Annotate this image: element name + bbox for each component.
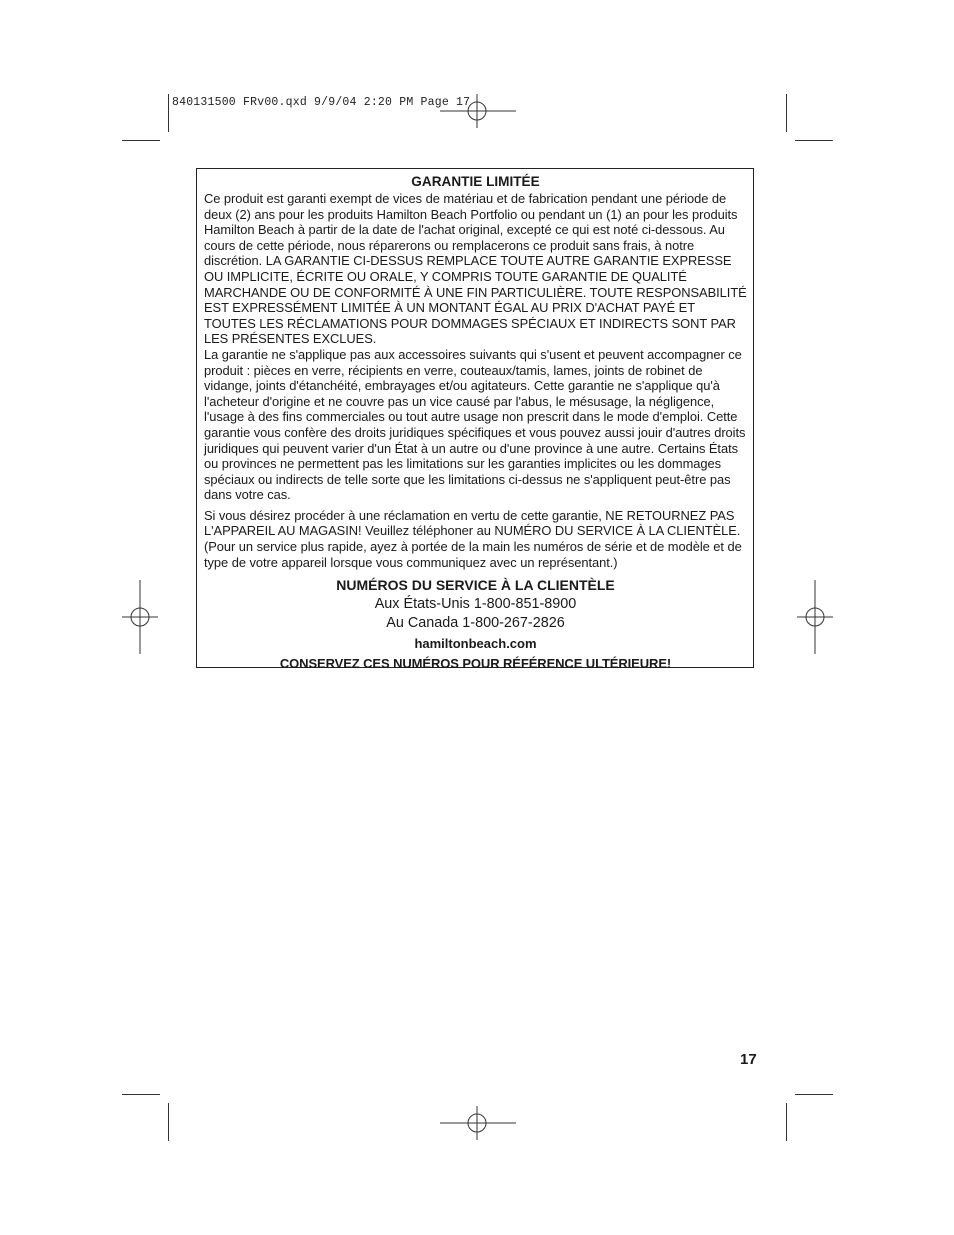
warranty-box <box>196 168 754 672</box>
website-link[interactable]: hamiltonbeach.com <box>414 636 537 652</box>
crop-mark <box>786 94 787 132</box>
crop-mark <box>168 1103 169 1141</box>
registration-mark-icon <box>797 580 833 654</box>
phone-us: Aux États-Unis 1-800-851-8900 <box>374 596 577 613</box>
crop-mark <box>122 140 160 141</box>
warranty-paragraph-claims: Si vous désirez procéder à une réclamation en vertu de cette garantie, NE RETOURNEZ PAS L'APPAREIL AU MAGASIN! Veuillez téléphoner au NUMÉRO DU SERVICE À LA CLIENTÈLE. (Pour un service plus rapide, ayez à portée de la main les numéros de série et de modèle et de type de votre appareil lorsque vous communiquez avec un représentant.) <box>204 507 742 570</box>
page-number: 17 <box>740 1051 757 1068</box>
crop-mark <box>795 140 833 141</box>
crop-mark <box>786 1103 787 1141</box>
crop-mark <box>122 1094 160 1095</box>
registration-mark-icon <box>440 1106 516 1140</box>
warranty-paragraph-exclusions: La garantie ne s'applique pas aux accessoires suivants qui s'usent et peuvent accompagner ce produit : pièces en verre, récipients en verre, couteaux/tamis, lames, joints de robinet de vidange, joints d'étanchéité, embrayages et/ou agitateurs. Cette garantie ne s'applique qu'à l'acheteur d'origine et ne couvre pas un vice causé par l'abus, le mésusage, la négligence, l'usage à des fins commerciales ou tout autre usage non prescrit dans le mode d'emploi. Cette garantie vous confère des droits juridiques spécifiques et vous pouvez aussi jouir d'autres droits juridiques qui peuvent varier d'un État à un autre ou d'une province à une autre. Certains États ou provinces ne permettent pas les limitations sur les garanties implicites ou les dommages spéciaux ou indirects de telle sorte que les limitations ci-dessus ne s'appliquent peut-être pas dans votre cas. <box>204 346 746 503</box>
printer-slug: 840131500 FRv00.qxd 9/9/04 2:20 PM Page 17 <box>172 96 471 109</box>
crop-mark <box>168 94 169 132</box>
warranty-title: GARANTIE LIMITÉE <box>411 174 540 189</box>
registration-mark-icon <box>440 94 516 128</box>
phone-canada: Au Canada 1-800-267-2826 <box>386 615 565 632</box>
crop-mark <box>795 1094 833 1095</box>
keep-numbers-notice: CONSERVEZ CES NUMÉROS POUR RÉFÉRENCE ULTÉRIEURE! <box>279 656 672 672</box>
service-numbers-title: NUMÉROS DU SERVICE À LA CLIENTÈLE <box>336 577 615 594</box>
warranty-paragraph-coverage: Ce produit est garanti exempt de vices de matériau et de fabrication pendant une période de deux (2) ans pour les produits Hamilton Beach Portfolio ou pendant un (1) an pour les produits Hamilton Beach à partir de la date de l'achat original, excepté ce qui est noté ci-dessous. Au cours de cette période, nous réparerons ou remplacerons ce produit sans frais, à notre discrétion. LA GARANTIE CI-DESSUS REMPLACE TOUTE AUTRE GARANTIE EXPRESSE OU IMPLICITE, ÉCRITE OU ORALE, Y COMPRIS TOUTE GARANTIE DE QUALITÉ MARCHANDE OU DE CONFORMITÉ À UNE FIN PARTICULIÈRE. TOUTE RESPONSABILITÉ EST EXPRESSÉMENT LIMITÉE À UN MONTANT ÉGAL AU PRIX D'ACHAT PAYÉ ET TOUTES LES RÉCLAMATIONS POUR DOMMAGES SPÉCIAUX ET INDIRECTS SONT PAR LES PRÉSENTES EXCLUES. <box>204 191 747 347</box>
registration-mark-icon <box>122 580 158 654</box>
